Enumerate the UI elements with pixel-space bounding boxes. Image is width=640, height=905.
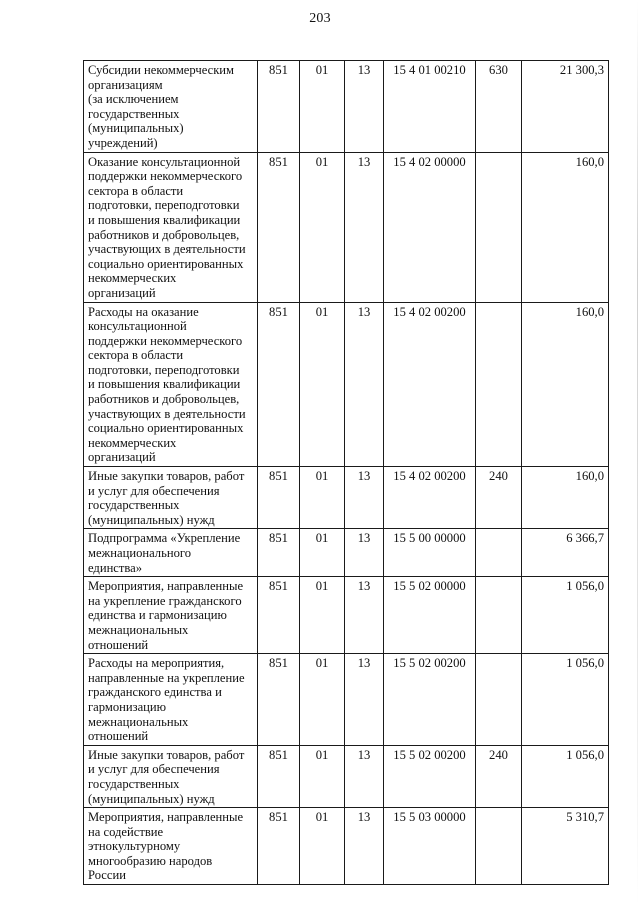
item-name-line: Подпрограмма «Укрепление — [88, 531, 241, 546]
target-article-cell: 15 4 01 00210 — [384, 61, 476, 153]
item-name-line: учреждений) — [88, 135, 158, 150]
item-name-line: работников и добровольцев, — [88, 227, 240, 242]
item-name-line: организаций — [88, 285, 156, 300]
item-name-line: направленные на укрепление — [88, 670, 245, 685]
item-name-line: межнационального — [88, 546, 192, 560]
target-article-cell: 15 5 02 00000 — [384, 577, 476, 654]
expense-type-cell — [476, 302, 522, 467]
item-name-line: гармонизацию — [88, 699, 167, 714]
section-code-cell: 01 — [300, 808, 345, 885]
expense-type-cell — [476, 654, 522, 746]
item-name-line: Иные закупки товаров, работ — [88, 469, 245, 484]
section-code-cell: 01 — [300, 654, 345, 746]
target-article-cell: 15 5 00 00000 — [384, 529, 476, 577]
subsection-code-cell: 13 — [345, 577, 384, 654]
item-name-cell — [84, 152, 258, 302]
amount-cell: 160,0 — [522, 467, 609, 529]
item-name-cell — [84, 745, 258, 807]
amount-cell: 1 056,0 — [522, 577, 609, 654]
item-name-line: Расходы на мероприятия, — [88, 656, 225, 671]
item-name-line: подготовки, переподготовки — [88, 362, 240, 377]
expense-type-cell: 240 — [476, 745, 522, 807]
item-name-line: поддержки некоммерческого — [88, 333, 243, 348]
item-name-line: организациям — [88, 77, 163, 92]
item-name-line: единства» — [88, 560, 143, 575]
subsection-code-cell: 13 — [345, 745, 384, 807]
item-name-line: (муниципальных) нужд — [88, 791, 215, 806]
item-name-line: (муниципальных) — [88, 121, 184, 136]
budget-table-body — [84, 61, 609, 885]
page-number: 203 — [309, 11, 331, 26]
table-row — [84, 302, 609, 467]
ministry-code-cell: 851 — [258, 808, 300, 885]
table-row — [84, 808, 609, 885]
item-name-cell — [84, 302, 258, 467]
ministry-code-cell: 851 — [258, 467, 300, 529]
expense-type-cell — [476, 808, 522, 885]
subsection-code-cell: 13 — [345, 808, 384, 885]
item-name-cell — [84, 529, 258, 577]
section-code-cell: 01 — [300, 745, 345, 807]
item-name-cell — [84, 654, 258, 746]
amount-cell: 160,0 — [522, 152, 609, 302]
table-row — [84, 745, 609, 807]
item-name-line: сектора в области — [88, 183, 184, 198]
subsection-code-cell: 13 — [345, 61, 384, 153]
item-name-line: (за исключением — [88, 92, 179, 107]
section-code-cell: 01 — [300, 61, 345, 153]
table-row — [84, 529, 609, 577]
item-name-line: Мероприятия, направленные — [88, 810, 244, 825]
ministry-code-cell: 851 — [258, 577, 300, 654]
item-name-line: Мероприятия, направленные — [88, 579, 244, 594]
item-name-line: отношений — [88, 729, 149, 744]
item-name-cell — [84, 467, 258, 529]
item-name-line: гражданского единства и — [88, 685, 222, 700]
item-name-line: и повышения квалификации — [88, 377, 241, 392]
item-name-line: подготовки, переподготовки — [88, 198, 240, 213]
ministry-code-cell: 851 — [258, 152, 300, 302]
table-row — [84, 577, 609, 654]
item-name-line: некоммерческих — [88, 271, 177, 286]
section-code-cell: 01 — [300, 302, 345, 467]
item-name-line: межнациональных — [88, 622, 189, 637]
item-name-cell — [84, 808, 258, 885]
item-name-line: на укрепление гражданского — [88, 593, 242, 608]
amount-cell: 1 056,0 — [522, 654, 609, 746]
item-name-line: и услуг для обеспечения — [88, 483, 220, 498]
item-name-line: единства и гармонизацию — [88, 608, 227, 623]
expense-type-cell: 240 — [476, 467, 522, 529]
table-row — [84, 152, 609, 302]
item-name-line: участвующих в деятельности — [88, 242, 246, 257]
target-article-cell: 15 5 02 00200 — [384, 654, 476, 746]
section-code-cell: 01 — [300, 152, 345, 302]
expense-type-cell — [476, 529, 522, 577]
subsection-code-cell: 13 — [345, 152, 384, 302]
subsection-code-cell: 13 — [345, 467, 384, 529]
item-name-line: и услуг для обеспечения — [88, 762, 220, 777]
ministry-code-cell: 851 — [258, 61, 300, 153]
item-name-line: государственных — [88, 106, 180, 121]
expense-type-cell: 630 — [476, 61, 522, 153]
item-name-line: этнокультурному — [88, 839, 181, 854]
amount-cell: 160,0 — [522, 302, 609, 467]
section-code-cell: 01 — [300, 529, 345, 577]
section-code-cell: 01 — [300, 467, 345, 529]
item-name-line: государственных — [88, 776, 180, 791]
table-row — [84, 467, 609, 529]
section-code-cell: 01 — [300, 577, 345, 654]
item-name-line: многообразию народов — [88, 853, 213, 868]
ministry-code-cell: 851 — [258, 745, 300, 807]
item-name-line: государственных — [88, 498, 180, 513]
expense-type-cell — [476, 577, 522, 654]
amount-cell: 21 300,3 — [522, 61, 609, 153]
item-name-line: работников и добровольцев, — [88, 392, 240, 407]
item-name-line: Оказание консультационной — [88, 154, 241, 169]
item-name-line: некоммерческих — [88, 435, 177, 450]
item-name-line: консультационной — [88, 319, 187, 334]
item-name-line: Субсидии некоммерческим — [88, 63, 235, 77]
item-name-line: отношений — [88, 637, 149, 652]
target-article-cell: 15 5 02 00200 — [384, 745, 476, 807]
amount-cell: 5 310,7 — [522, 808, 609, 885]
subsection-code-cell: 13 — [345, 302, 384, 467]
target-article-cell: 15 4 02 00200 — [384, 467, 476, 529]
item-name-line: России — [88, 868, 126, 883]
item-name-cell — [84, 61, 258, 153]
item-name-line: (муниципальных) нужд — [88, 512, 215, 527]
scan-edge — [637, 0, 638, 905]
budget-table — [83, 60, 609, 885]
target-article-cell: 15 4 02 00200 — [384, 302, 476, 467]
table-row — [84, 61, 609, 153]
item-name-line: и повышения квалификации — [88, 212, 241, 227]
item-name-line: социально ориентированных — [88, 421, 244, 436]
item-name-line: участвующих в деятельности — [88, 406, 246, 421]
item-name-line: социально ориентированных — [88, 256, 244, 271]
subsection-code-cell: 13 — [345, 529, 384, 577]
table-row — [84, 654, 609, 746]
target-article-cell: 15 4 02 00000 — [384, 152, 476, 302]
item-name-line: Расходы на оказание — [88, 304, 199, 319]
ministry-code-cell: 851 — [258, 529, 300, 577]
item-name-line: поддержки некоммерческого — [88, 169, 243, 184]
amount-cell: 1 056,0 — [522, 745, 609, 807]
target-article-cell: 15 5 03 00000 — [384, 808, 476, 885]
item-name-line: сектора в области — [88, 348, 184, 363]
subsection-code-cell: 13 — [345, 654, 384, 746]
item-name-line: на содействие — [88, 824, 164, 839]
expense-type-cell — [476, 152, 522, 302]
item-name-line: межнациональных — [88, 714, 189, 729]
item-name-cell — [84, 577, 258, 654]
ministry-code-cell: 851 — [258, 302, 300, 467]
item-name-line: Иные закупки товаров, работ — [88, 747, 245, 762]
item-name-line: организаций — [88, 450, 156, 465]
amount-cell: 6 366,7 — [522, 529, 609, 577]
ministry-code-cell: 851 — [258, 654, 300, 746]
